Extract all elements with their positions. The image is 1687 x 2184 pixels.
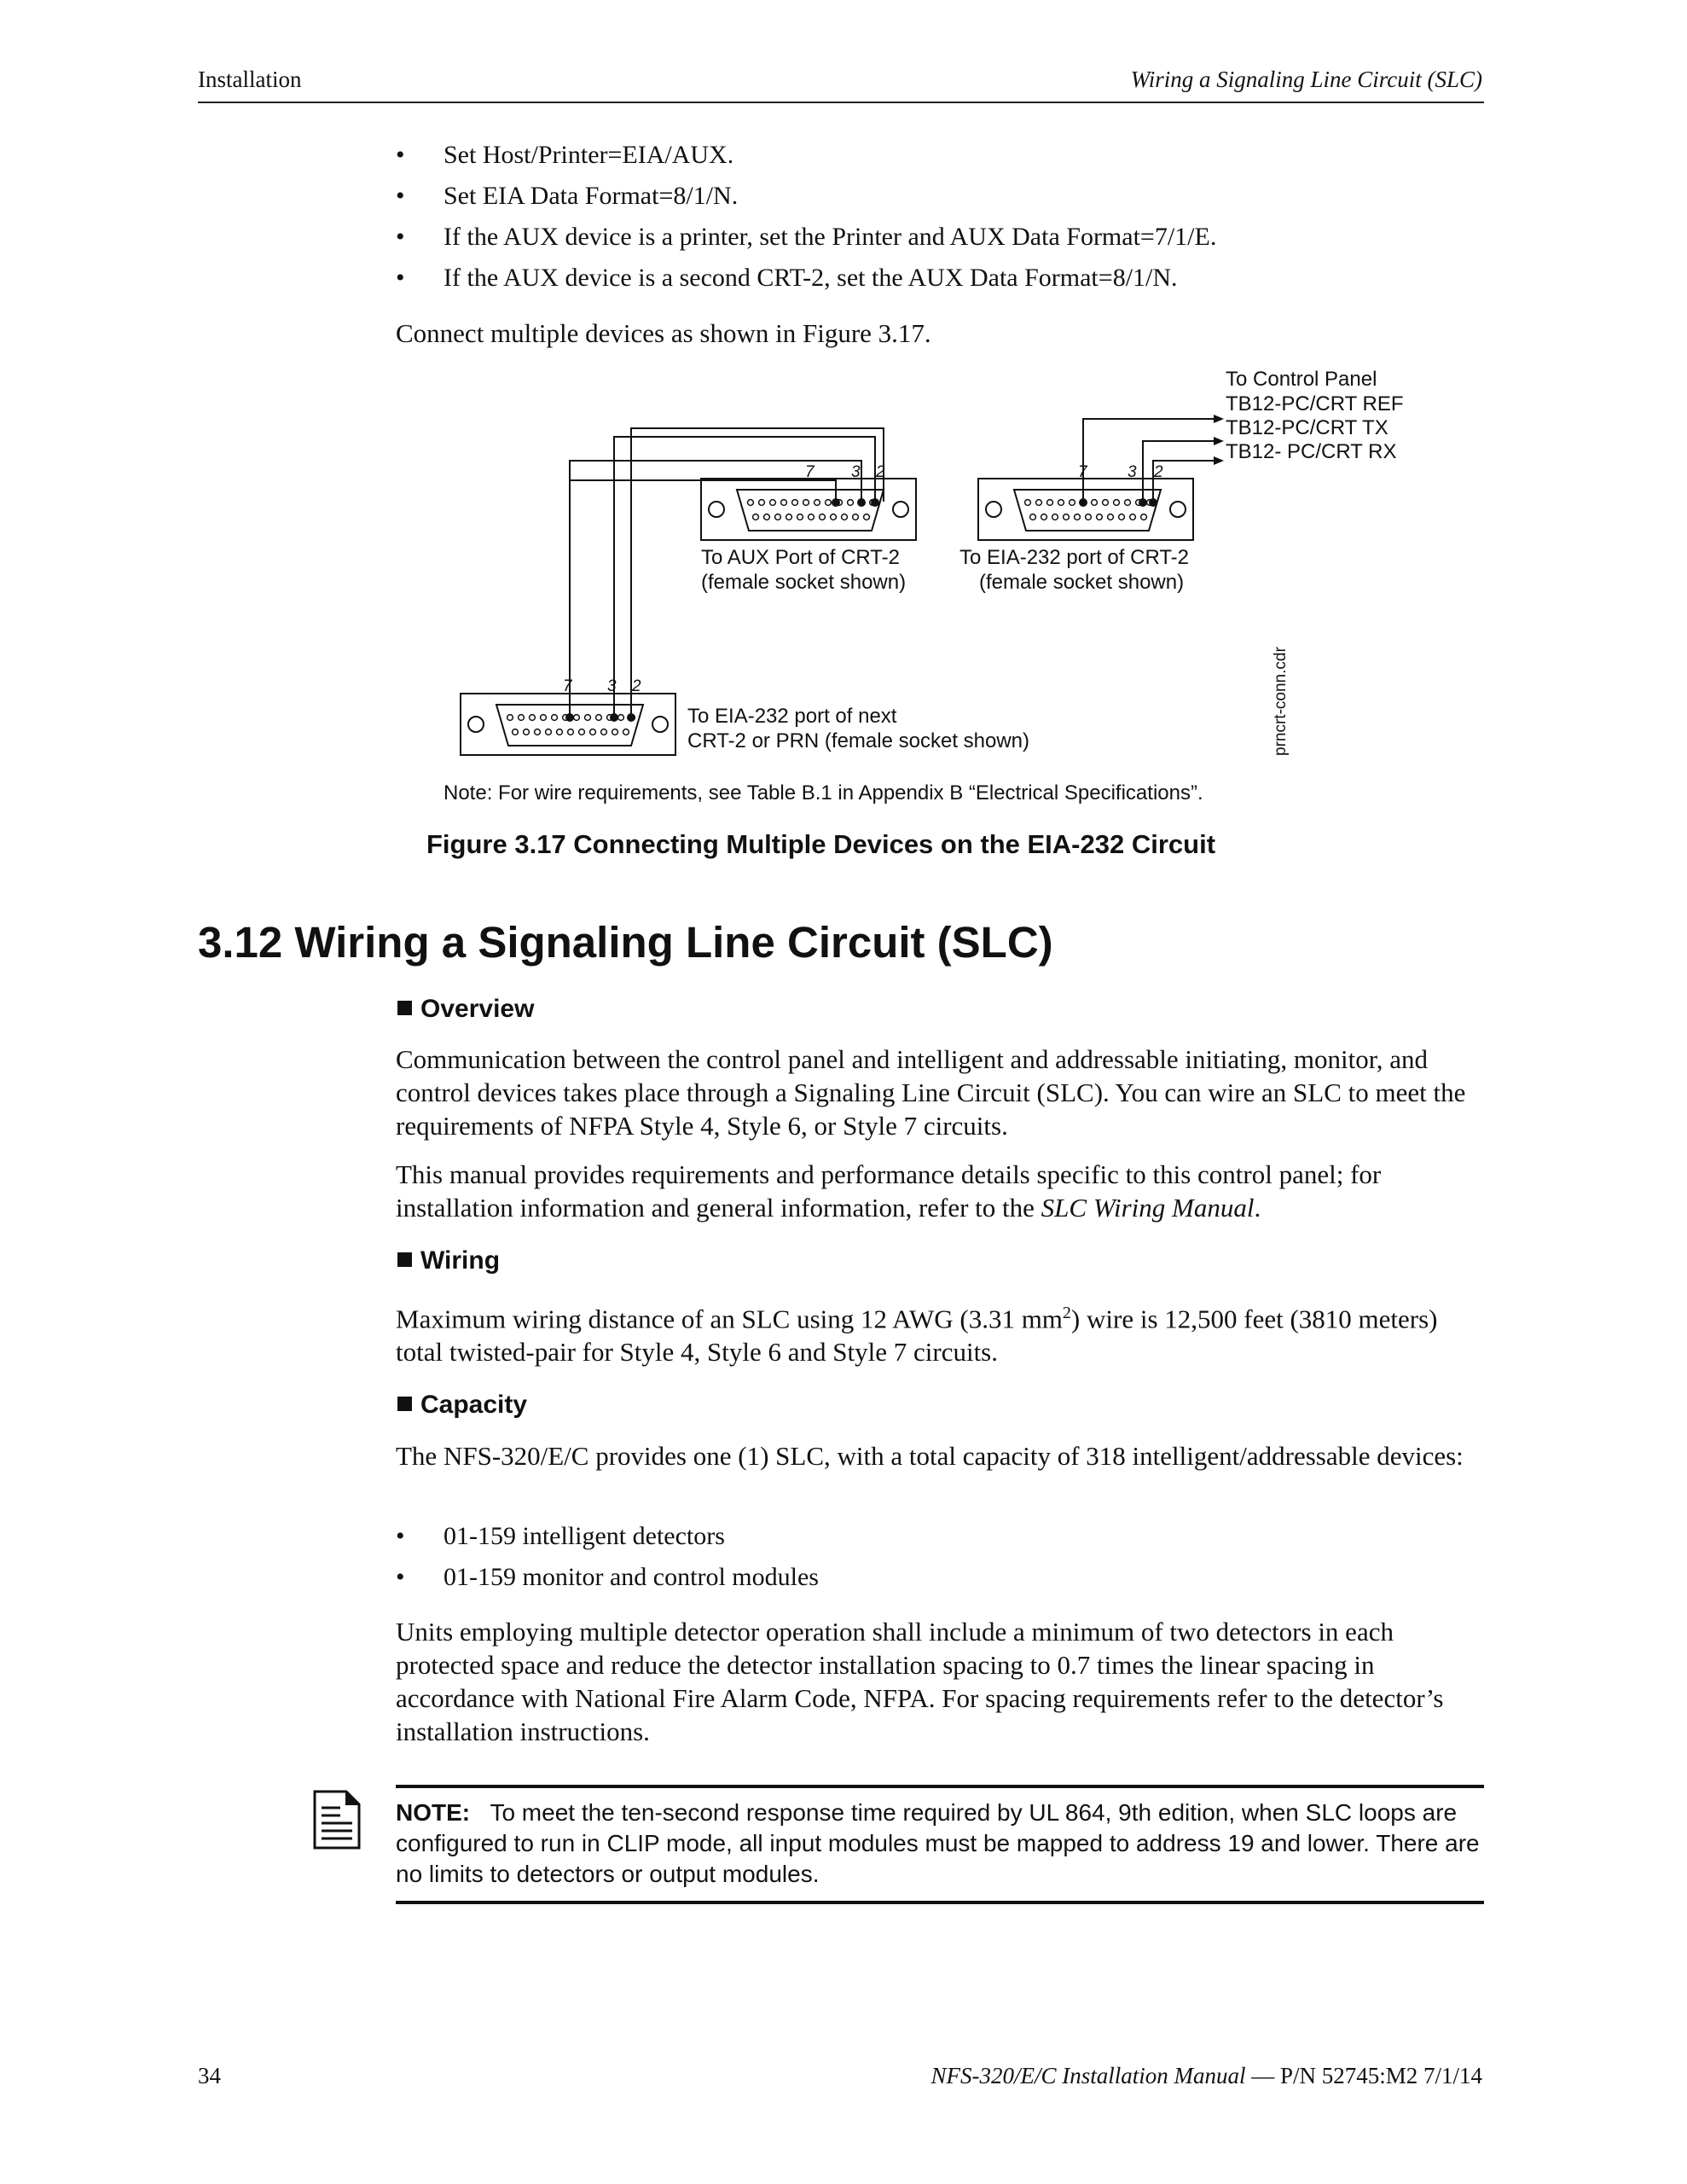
manual-reference: SLC Wiring Manual	[1041, 1193, 1255, 1223]
aux-port-sublabel: (female socket shown)	[701, 571, 907, 594]
note-text: NOTE: To meet the ten-second response time required by UL 864, 9th edition, when SLC loops are configured to run in CLIP mode, all input modules must be mapped to address 19 and lower. There are no limits to detectors or output modules.	[396, 1799, 1480, 1887]
pin-label: 7	[1078, 463, 1087, 481]
list-item-text: Set Host/Printer=EIA/AUX.	[443, 141, 734, 169]
overview-paragraph: Communication between the control panel and intelligent and addressable initiating, monitor, and control devices takes place through a Signaling Line Circuit (SLC). You can wire an SLC to meet the requirements of NFPA Style 4, Style 6, or Style 7 circuits.	[396, 1044, 1466, 1141]
list-item-text: If the AUX device is a printer, set the Printer and AUX Data Format=7/1/E.	[443, 223, 1217, 251]
terminal-rx-label: TB12- PC/CRT RX	[1226, 440, 1397, 463]
aux-port-label: To AUX Port of CRT-2	[701, 546, 900, 569]
pin-label: 7	[563, 677, 572, 695]
drawing-filename: prncrt-conn.cdr	[1272, 647, 1290, 756]
pin-label: 2	[876, 463, 885, 481]
footer-manual-info: NFS-320/E/C Installation Manual — P/N 52745:M2 7/1/14	[930, 2063, 1482, 2088]
header-chapter-title: Wiring a Signaling Line Circuit (SLC)	[1130, 67, 1482, 92]
pin-label: 7	[805, 463, 815, 481]
arrowheads	[1214, 415, 1224, 465]
header-divider	[198, 102, 1484, 103]
eia-connector	[978, 463, 1193, 540]
pin-label: 3	[1128, 463, 1137, 481]
bullet-glyph: •	[396, 1522, 405, 1550]
wiring-heading: Wiring	[397, 1246, 500, 1275]
note-divider-bottom	[396, 1901, 1484, 1904]
bullet-glyph: •	[396, 182, 405, 210]
pin-label: 2	[632, 677, 641, 695]
diagram-note: Note: For wire requirements, see Table B.1 in Appendix B “Electrical Specifications”.	[443, 781, 1203, 804]
wiring-paragraph: Maximum wiring distance of an SLC using 12 AWG (3.31 $mm^2$) wire is 12,500 feet (3810 meters) total twisted-pair for Style 4, Style 6 and Style 7 circuits.	[396, 1304, 1438, 1368]
capacity-paragraph: The NFS-320/E/C provides one (1) SLC, with a total capacity of 318 intelligent/addressable devices:	[396, 1441, 1464, 1471]
square-bullet-icon	[397, 1397, 412, 1411]
note-divider-top	[396, 1785, 1484, 1788]
note-label: NOTE:	[396, 1799, 471, 1826]
section-title: 3.12 Wiring a Signaling Line Circuit (SLC)	[198, 918, 1053, 967]
terminal-tx-label: TB12-PC/CRT TX	[1226, 416, 1388, 439]
eia-port-label: To EIA-232 port of CRT-2	[959, 546, 1190, 569]
bullet-glyph: •	[396, 223, 405, 251]
detector-spacing-paragraph: Units employing multiple detector operation shall include a minimum of two detectors in each protected space and reduce the detector installation spacing to 0.7 times the linear spacing in accordance with National Fire Alarm Code, NFPA. For spacing requirements refer to the detector’s installation instructions.	[396, 1617, 1444, 1746]
next-port-label: To EIA-232 port of next	[687, 705, 897, 728]
next-port-sublabel: CRT-2 or PRN (female socket shown)	[687, 729, 1030, 752]
capacity-heading: Capacity	[397, 1391, 527, 1420]
bullet-glyph: •	[396, 1563, 405, 1591]
control-panel-label: To Control Panel	[1226, 368, 1377, 391]
bullet-glyph: •	[396, 141, 405, 169]
list-item-text: If the AUX device is a second CRT-2, set the AUX Data Format=8/1/N.	[443, 264, 1178, 292]
connect-instruction: Connect multiple devices as shown in Figure 3.17.	[396, 318, 931, 348]
list-item-text: Set EIA Data Format=8/1/N.	[443, 182, 739, 210]
list-item-text: 01-159 intelligent detectors	[443, 1522, 725, 1550]
terminal-ref-label: TB12-PC/CRT REF	[1226, 392, 1404, 415]
pin-label: 3	[851, 463, 861, 481]
pin-label: 2	[1154, 463, 1163, 481]
pin-label: 3	[607, 677, 617, 695]
square-bullet-icon	[397, 1001, 412, 1015]
eia-port-sublabel: (female socket shown)	[979, 571, 1185, 594]
figure-caption: Figure 3.17 Connecting Multiple Devices on the EIA-232 Circuit	[426, 829, 1216, 859]
overview-paragraph-2: This manual provides requirements and performance details specific to this control panel; for installation information and general information, refer to the SLC Wiring Manual.	[396, 1159, 1382, 1223]
bullet-glyph: •	[396, 264, 405, 292]
note-icon	[312, 1789, 362, 1850]
list-item-text: 01-159 monitor and control modules	[443, 1563, 819, 1591]
header-section-label: Installation	[198, 67, 302, 92]
next-device-connector	[461, 677, 675, 755]
overview-heading: Overview	[397, 995, 534, 1024]
square-bullet-icon	[397, 1252, 412, 1267]
wiring-diagram	[426, 365, 1404, 809]
page-number: 34	[198, 2063, 221, 2088]
